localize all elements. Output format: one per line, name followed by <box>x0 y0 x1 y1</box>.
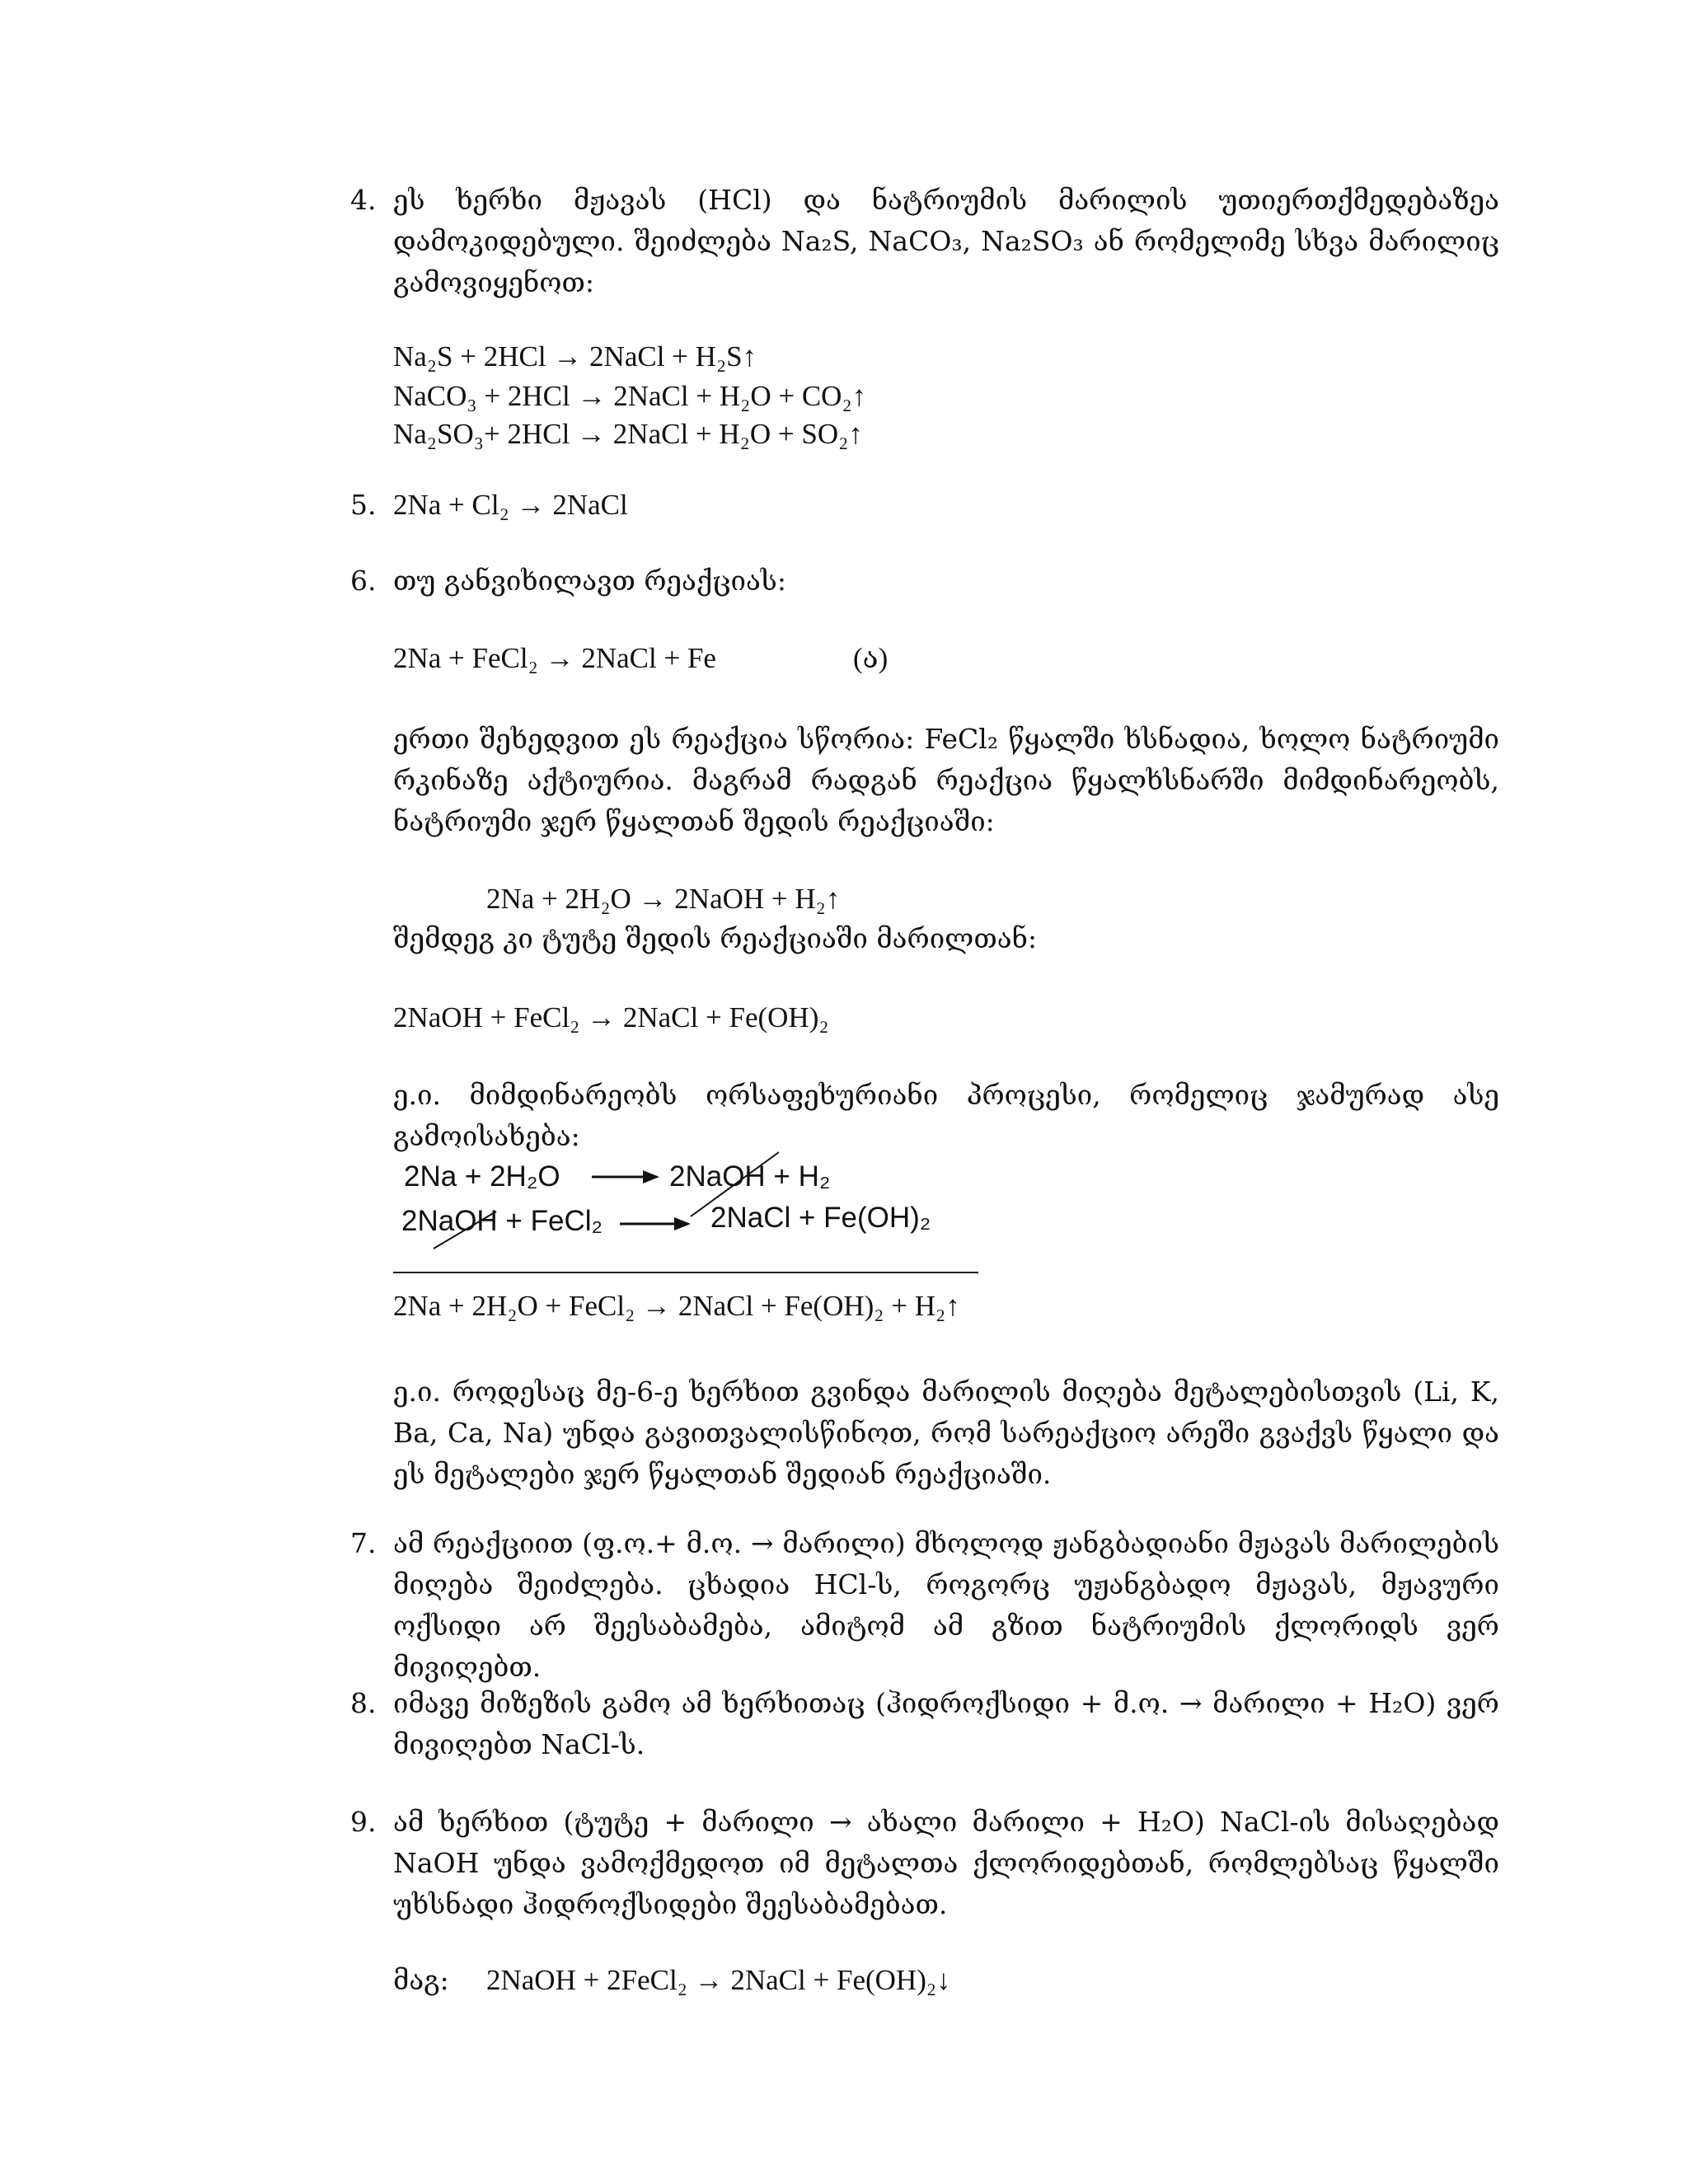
arrow-right-icon <box>620 1217 691 1230</box>
example-label: მაგ: <box>393 1964 449 1996</box>
item-6-paragraph-2: შემდეგ კი ტუტე შედის რეაქციაში მარილთან: <box>393 922 1038 954</box>
item-6-number: 6. <box>350 565 377 597</box>
equation-sum: 2Na + 2H₂O + FeCl₂ → 2NaCl + Fe(OH)₂ + H₂↑ <box>393 1290 960 1322</box>
item-7-number: 7. <box>350 1527 377 1559</box>
example-equation: 2NaOH + 2FeCl₂ → 2NaCl + Fe(OH)₂↓ <box>486 1964 951 1996</box>
item-6-paragraph-4: ე.ი. როდესაც მე-6-ე ხერხით გვინდა მარილის მიღება მეტალებისთვის (Li, K, Ba, Ca, Na) უნდა გავითვალისწინოთ, რომ სარეაქციო არეში გვაქვს წყალი და ეს მეტალები ჯერ წყალთან შედიან რეაქციაში. <box>393 1376 1499 1490</box>
item-5-number: 5. <box>350 489 377 521</box>
cancel-strike-naoh-row-2 <box>434 1212 496 1249</box>
item-4-number: 4. <box>350 184 377 216</box>
item-8-text: იმავე მიზეზის გამო ამ ხერხითაც (ჰიდროქსიდი + მ.ო. → მარილი + H₂O) ვერ მივიღებთ NaCl-ს. <box>393 1687 1499 1760</box>
summation-line <box>393 1272 978 1273</box>
equation-na2s: Na₂S + 2HCl → 2NaCl + H₂S↑ <box>393 340 757 373</box>
scheme-row-1-left: 2Na + 2H₂O <box>404 1160 560 1193</box>
item-6-paragraph-1: ერთი შეხედვით ეს რეაქცია სწორია: FeCl₂ წყალში ხსნადია, ხოლო ნატრიუმი რკინაზე აქტიურია. მაგრამ რადგან რეაქცია წყალხსნარში მიმდინარეობს, ნატრიუმი ჯერ წყალთან შედის რეაქციაში: <box>393 723 1499 837</box>
cancel-strike-naoh-row-1 <box>691 1152 779 1216</box>
equation-nacl-synthesis: 2Na + Cl₂ → 2NaCl <box>393 489 628 521</box>
item-7-text: ამ რეაქციით (ფ.ო.+ მ.ო. → მარილი) მხოლოდ ჟანგბადიანი მჟავას მარილების მიღება შეიძლება. ცხადია HCl-ს, როგორც უჟანგბადო მჟავას, მჟავური ოქსიდი არ შეესაბამება, ამიტომ ამ გზით ნატრიუმის ქლორიდს ვერ მივიღებთ. <box>393 1527 1499 1683</box>
equation-a-label: (ა) <box>853 642 889 674</box>
scheme-row-1-right: 2NaOH + H₂ <box>669 1160 831 1193</box>
equation-na2so3: Na₂SO₃+ 2HCl → 2NaCl + H₂O + SO₂↑ <box>393 418 863 450</box>
equation-naco3: NaCO₃ + 2HCl → 2NaCl + H₂O + CO₂↑ <box>393 380 867 412</box>
item-9-text: ამ ხერხით (ტუტე + მარილი → ახალი მარილი + H₂O) NaCl-ის მისაღებად NaOH უნდა ვამოქმედოთ იმ მეტალთა ქლორიდებთან, რომლებსაც წყალში უხსნადი ჰიდროქსიდები შეესაბამებათ. <box>393 1806 1499 1920</box>
equation-naoh-fecl2: 2NaOH + FeCl₂ → 2NaCl + Fe(OH)₂ <box>393 1001 829 1033</box>
item-6-intro: თუ განვიხილავთ რეაქციას: <box>393 565 786 597</box>
item-4-text: ეს ხერხი მჟავას (HCl) და ნატრიუმის მარილის უთიერთქმედებაზეა დამოკიდებული. შეიძლება Na₂S, NaCO₃, Na₂SO₃ ან რომელიმე სხვა მარილიც გამოვიყენოთ: <box>393 184 1499 298</box>
item-6-paragraph-3: ე.ი. მიმდინარეობს ორსაფეხურიანი პროცესი, რომელიც ჯამურად ასე გამოისახება: <box>393 1079 1499 1152</box>
item-8-number: 8. <box>350 1687 377 1719</box>
arrow-right-icon <box>592 1170 659 1183</box>
scheme-row-2-right: 2NaCl + Fe(OH)₂ <box>710 1202 931 1234</box>
scheme-row-2-left: 2NaOH + FeCl₂ <box>401 1205 603 1237</box>
equation-a: 2Na + FeCl₂ → 2NaCl + Fe <box>393 642 716 674</box>
equation-na-water: 2Na + 2H₂O → 2NaOH + H₂↑ <box>486 883 841 915</box>
item-9-number: 9. <box>350 1806 377 1838</box>
